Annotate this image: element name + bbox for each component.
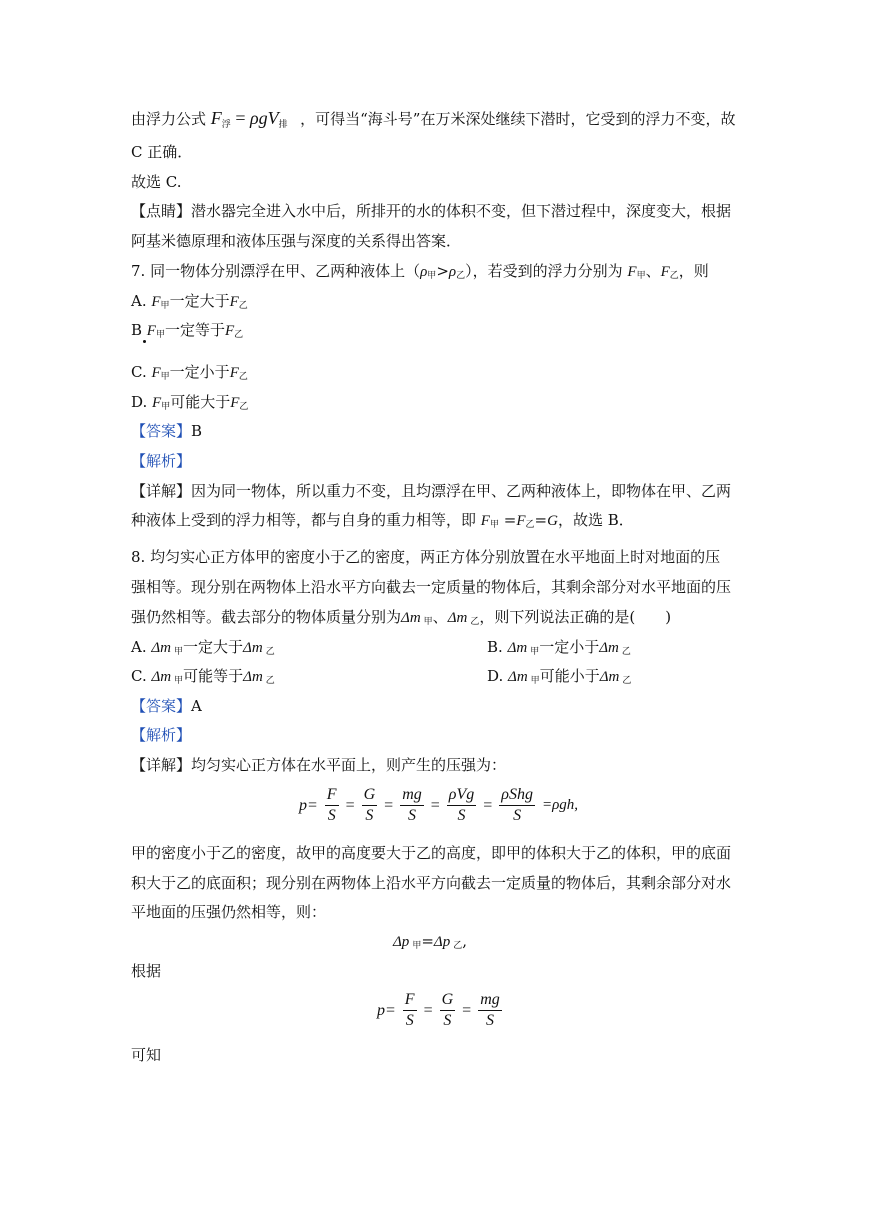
q8-para-line-2: 积大于乙的底面积；现分别在两物体上沿水平方向截去一定质量的物体后，其剩余部分对水	[131, 874, 732, 892]
fraction: $\frac{F}{S}$	[326, 786, 337, 824]
q7-analysis-tag: 【解析】	[131, 452, 192, 470]
intro-line-3: 故选 C.	[131, 173, 182, 191]
dianjing-line-2: 阿基米德原理和液体压强与深度的关系得出答案．	[131, 232, 462, 250]
q8-option-d: D. Δm 甲可能小于Δm 乙	[487, 667, 632, 686]
kezhi-label: 可知	[131, 1046, 162, 1064]
q8-detail-line-1: 【详解】均匀实心正方体在水平面上，则产生的压强为：	[131, 756, 507, 774]
buoyancy-formula: $F_浮 = \rho gV_排$	[210, 108, 288, 129]
fraction: $\frac{mg}{S}$	[480, 991, 500, 1029]
q8-option-c: C. Δm 甲可能等于Δm 乙	[131, 667, 275, 686]
q7-option-b: B F甲一定等于F乙	[131, 321, 244, 340]
q7-answer: 【答案】B	[131, 422, 203, 440]
fraction: $\frac{mg}{S}$	[402, 786, 422, 824]
dianjing-line-1: 【点睛】潜水器完全进入水中后，所排开的水的体积不变，但下潜过程中，深度变大，根据	[131, 202, 732, 220]
q7-stem: 7. 同一物体分别漂浮在甲、乙两种液体上（ρ甲>ρ乙），若受到的浮力分别为 F甲、F乙，则	[131, 262, 709, 281]
intro-line-1: 由浮力公式 $F_浮 = \rho gV_排$ ，可得当“海斗号”在万米深处继续下潜时，它受到的浮力不变，故	[131, 108, 736, 129]
fraction: $\frac{G}{S}$	[441, 991, 454, 1029]
q8-answer: 【答案】A	[131, 697, 202, 715]
q8-stem-line-2: 强相等。现分别在两物体上沿水平方向截去一定质量的物体后，其剩余部分对水平地面的压	[131, 578, 732, 596]
dianjing-tag: 【点睛】	[131, 202, 192, 220]
q7-detail-line-2: 种液体上受到的浮力相等，都与自身的重力相等，即 F甲 =F乙=G，故选 B．	[131, 511, 634, 530]
fraction: $\frac{G}{S}$	[363, 786, 376, 824]
q8-stem-line-1: 8. 均匀实心正方体甲的密度小于乙的密度，两正方体分别放置在水平地面上时对地面的压	[131, 548, 721, 566]
q8-analysis-tag: 【解析】	[131, 726, 192, 744]
q8-stem-line-3: 强仍然相等。截去部分的物体质量分别为Δm 甲、Δm 乙，则下列说法正确的是( )	[131, 608, 672, 627]
q7-option-c: C. F甲一定小于F乙	[131, 363, 248, 382]
genju-label: 根据	[131, 962, 162, 980]
q7-option-a: A. F甲一定大于F乙	[131, 292, 248, 311]
fraction: $\frac{\text{ρVg}}{S}$	[448, 786, 475, 824]
intro-line-2: C 正确．	[131, 143, 193, 161]
q8-para-line-3: 平地面的压强仍然相等，则：	[131, 903, 327, 921]
detail-tag: 【详解】	[131, 482, 192, 500]
q7-detail-line-1: 【详解】因为同一物体，所以重力不变，且均漂浮在甲、乙两种液体上，即物体在甲、乙两	[131, 482, 732, 500]
fraction: $\frac{F}{S}$	[404, 991, 415, 1029]
pressure-equation-short: p= $\frac{F}{S}$ = $\frac{G}{S}$ = $\frac{mg}{S}$	[377, 991, 500, 1029]
pressure-equation: p= $\frac{F}{S}$ = $\frac{G}{S}$ = $\frac{mg}{S}$ = $\frac{\text{ρVg}}{S}$ = $\frac{\text{ρShg}}{S}$ =ρgh,	[299, 786, 579, 824]
fraction: $\frac{\text{ρShg}}{S}$	[501, 786, 533, 824]
q7-option-d: D. F甲可能大于F乙	[131, 393, 249, 412]
q8-para-line-1: 甲的密度小于乙的密度，故甲的高度要大于乙的高度，即甲的体积大于乙的体积，甲的底面	[131, 844, 732, 862]
answer-tag: 【答案】	[131, 697, 192, 715]
detail-tag: 【详解】	[131, 756, 192, 774]
delta-p-equation: Δp 甲=Δp 乙,	[393, 932, 468, 951]
stray-dot	[143, 340, 146, 343]
q8-option-a: A. Δm 甲一定大于Δm 乙	[131, 638, 275, 657]
answer-tag: 【答案】	[131, 422, 192, 440]
q8-option-b: B. Δm 甲一定小于Δm 乙	[487, 638, 631, 657]
